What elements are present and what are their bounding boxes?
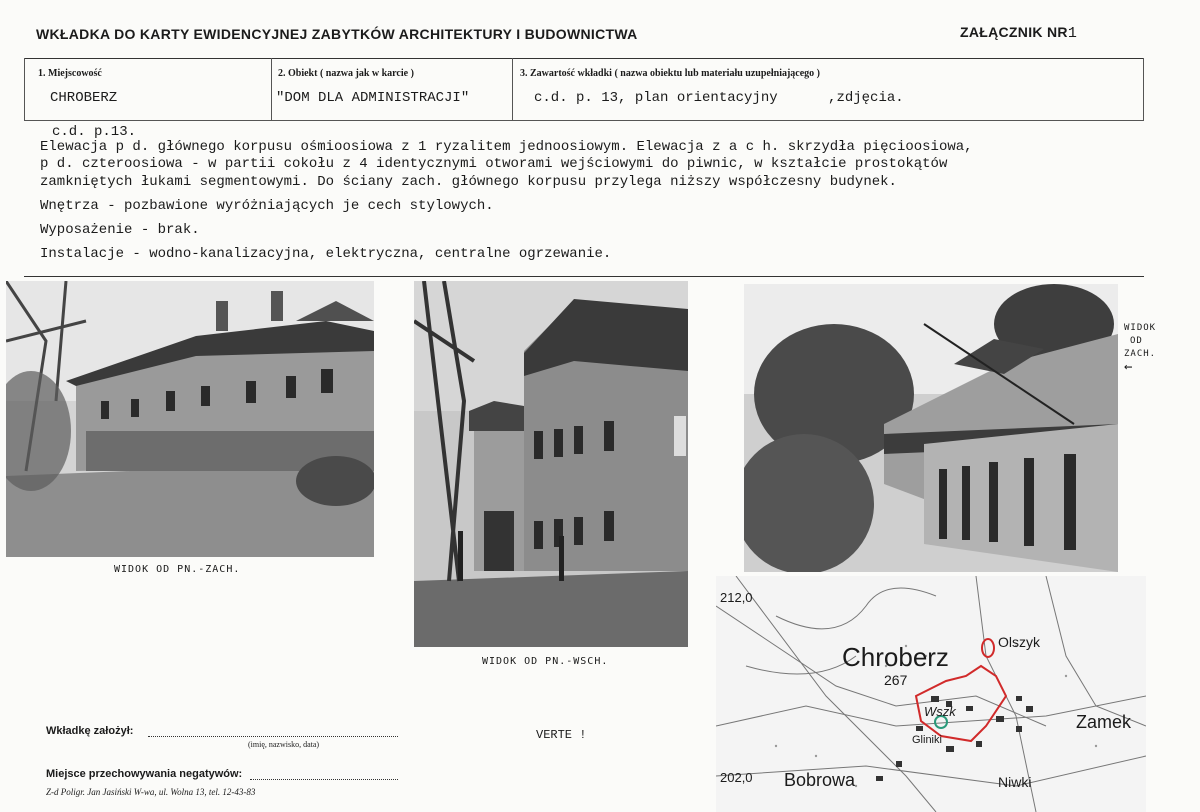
- table-divider-2: [512, 58, 513, 120]
- negatives-line: [250, 779, 398, 780]
- attachment-text: ZAŁĄCZNIK NR: [960, 24, 1068, 40]
- map-label-niwki: Niwki: [998, 774, 1032, 790]
- description-line: Wyposażenie - brak.: [40, 222, 200, 238]
- caption-photo1: WIDOK OD PN.-ZACH.: [114, 564, 241, 575]
- description-line: p d. czteroosiowa - w partii cokołu z 4 identycznymi otworami wejściowymi do piwnic, w kształcie prostokątów: [40, 156, 948, 172]
- map-label-gliniki: Gliniki: [912, 734, 942, 746]
- photo-west-view: [744, 284, 1118, 572]
- description-line: Elewacja p d. głównego korpusu ośmioosiowa z 1 ryzalitem jednoosiowym. Elewacja z a c h. skrzydła pięcioosiowa,: [40, 139, 973, 155]
- attachment-label: [960, 24, 1077, 42]
- description-line: Wnętrza - pozbawione wyróżniających je cech stylowych.: [40, 198, 494, 214]
- table-left-border: [24, 58, 25, 120]
- arrow-icon: ←: [1124, 359, 1134, 375]
- created-by-label: Wkładkę założył:: [46, 725, 134, 737]
- content-label: 3. Zawartość wkładki ( nazwa obiektu lub materiału uzupełniającego ): [520, 68, 821, 79]
- object-value: "DOM DLA ADMINISTRACJI": [276, 90, 470, 106]
- map-elevation-202: 202,0: [720, 770, 753, 785]
- map-label-olszyk: Olszyk: [998, 634, 1040, 650]
- map-label-chroberz: Chroberz: [842, 642, 949, 672]
- description-line: zamkniętych łukami segmentowymi. Do ściany zach. głównego korpusu przylega niższy współczesny budynek.: [40, 174, 897, 190]
- body-bottom-rule: [24, 276, 1144, 277]
- created-by-hint: (imię, nazwisko, data): [248, 740, 320, 749]
- description-line: Instalacje - wodno-kanalizacyjna, elektryczna, centralne ogrzewanie.: [40, 246, 612, 262]
- description-line: c.d. p.13.: [52, 124, 137, 140]
- photo-northwest-view: [6, 281, 374, 557]
- caption-photo3: [1124, 322, 1156, 374]
- locality-label: 1. Miejscowość: [38, 68, 102, 79]
- content-value: c.d. p. 13, plan orientacyjny ,zdjęcia.: [534, 90, 904, 106]
- orientation-map: [716, 576, 1146, 812]
- table-top-rule: [24, 58, 1144, 59]
- caption-photo3-line2: OD: [1130, 336, 1143, 346]
- created-by-line: [148, 736, 398, 737]
- map-elevation-212: 212,0: [720, 590, 753, 605]
- map-label-bobrowa: Bobrowa: [784, 770, 856, 790]
- caption-photo3-line1: WIDOK: [1124, 323, 1157, 333]
- caption-photo3-line3: ZACH.: [1124, 349, 1157, 359]
- table-bottom-rule: [24, 120, 1144, 121]
- table-divider-1: [271, 58, 272, 120]
- map-label-zamek: Zamek: [1076, 712, 1132, 732]
- negatives-label: Miejsce przechowywania negatywów:: [46, 768, 243, 780]
- map-label-wszk: Wszk: [924, 704, 956, 719]
- object-label: 2. Obiekt ( nazwa jak w karcie ): [278, 68, 414, 79]
- photo-northeast-view: [414, 281, 688, 647]
- map-elevation-267: 267: [884, 672, 908, 688]
- printer-info: Z-d Poligr. Jan Jasiński W-wa, ul. Wolna 13, tel. 12-43-83: [46, 787, 256, 797]
- attachment-number: 1: [1067, 25, 1078, 42]
- verte-note: VERTE !: [536, 728, 587, 742]
- table-right-border: [1143, 58, 1144, 120]
- caption-photo2: WIDOK OD PN.-WSCH.: [482, 656, 609, 667]
- locality-value: CHROBERZ: [50, 90, 118, 106]
- document-title: WKŁADKA DO KARTY EWIDENCYJNEJ ZABYTKÓW ARCHITEKTURY I BUDOWNICTWA: [36, 26, 638, 42]
